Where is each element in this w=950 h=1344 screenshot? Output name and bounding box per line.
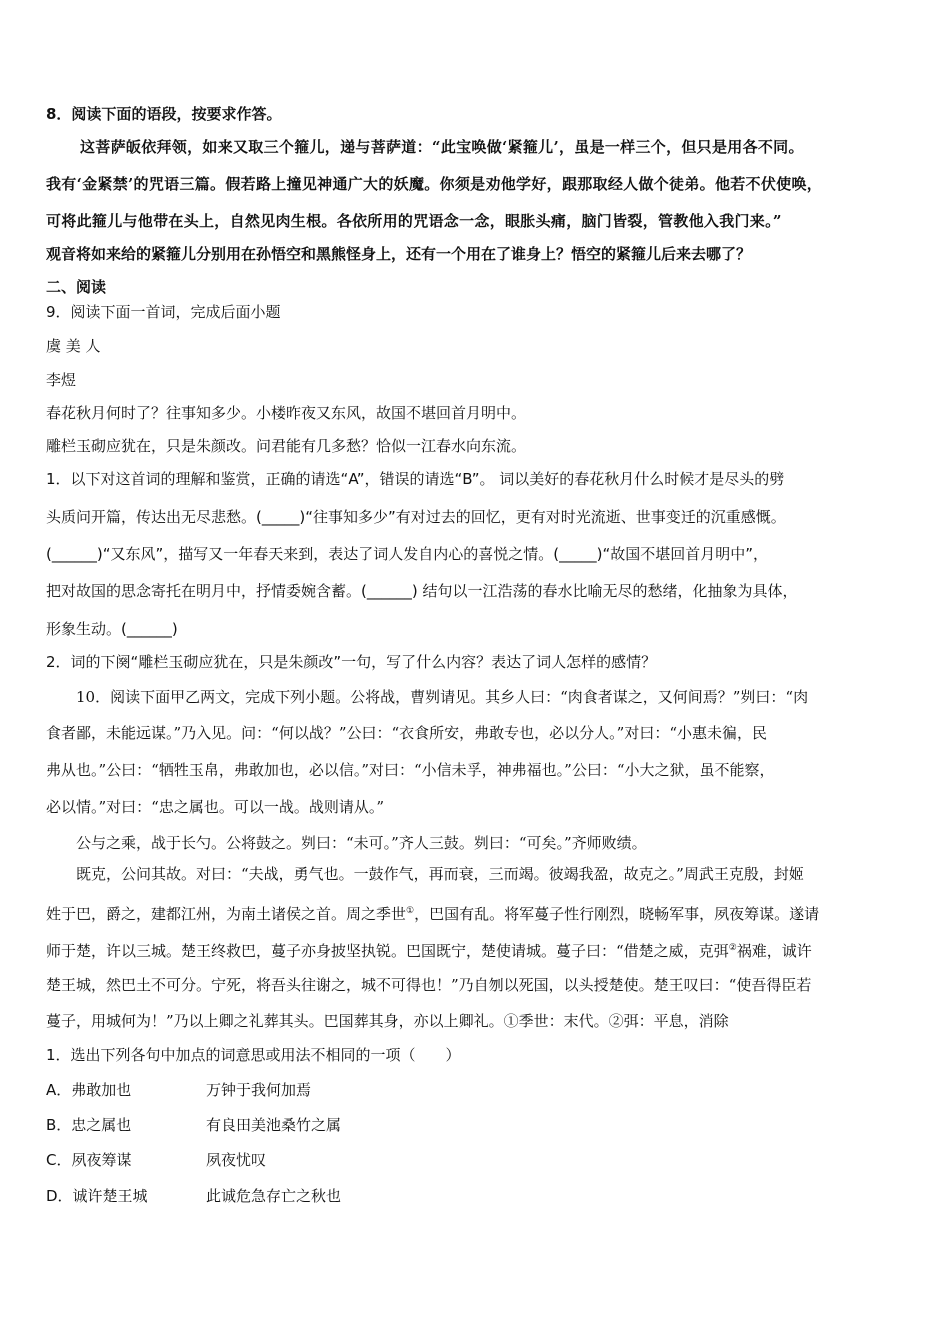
- poem-line-2: 雕栏玉砌应犹在，只是朱颜改。问君能有几多愁？恰似一江春水向东流。: [46, 437, 527, 455]
- option-b: B．忠之属也 有良田美池桑竹之属: [46, 1116, 342, 1134]
- option-c: C．夙夜筹谋 夙夜忧叹: [46, 1151, 267, 1169]
- poem-author: 李煜: [46, 371, 77, 389]
- q10-para2: 公与之乘，战于长勺。公将鼓之。刿曰：“未可。”齐人三鼓。刿曰：“可矣。”齐师败绩。: [76, 834, 647, 852]
- footnote-mark-1: ①: [406, 906, 415, 916]
- poem-line-1: 春花秋月何时了？往事知多少。小楼昨夜又东风，故国不堪回首月明中。: [46, 404, 527, 422]
- q10-para1-line-3: 弗从也。”公曰：“牺牲玉帛，弗敢加也，必以信。”对曰：“小信未孚，神弗福也。”公曰：“小大之狱，虽不能察，: [46, 761, 775, 779]
- q8-passage-line-3: 可将此箍儿与他带在头上，自然见肉生根。各依所用的咒语念一念，眼胀头痛，脑门皆裂，管教他入我门来。”: [46, 212, 782, 230]
- q8-passage-line-2: 我有‘金紧禁’的咒语三篇。假若路上撞见神通广大的妖魔。你须是劝他学好，跟那取经人做个徒弟。他若不伏使唤，: [46, 175, 823, 193]
- option-d: D．诚许楚王城 此诚危急存亡之秋也: [46, 1187, 342, 1205]
- q10-para3-line-4: 楚王城，然巴土不可分。宁死，将吾头往谢之，城不可得也！”乃自刎以死国，以头授楚使。楚王叹曰：“使吾得臣若: [46, 976, 812, 994]
- poem-title: 虞 美 人: [46, 337, 101, 355]
- q9-sub1-line-1: 1．以下对这首词的理解和鉴赏，正确的请选“A”，错误的请选“B”。 词以美好的春花秋月什么时候才是尽头的劈: [46, 470, 785, 488]
- q9-sub1-line-3: (______)“又东风”，描写又一年春天来到，表达了词人发自内心的喜悦之情。(_____)“故国不堪回首月明中”，: [46, 545, 768, 563]
- option-a: A．弗敢加也 万钟于我何加焉: [46, 1081, 312, 1099]
- q10-para1-line-2: 食者鄙，未能远谋。”乃入见。问：“何以战？”公曰：“衣食所安，弗敢专也，必以分人。”对曰：“小惠未徧，民: [46, 724, 768, 742]
- q8-passage-line-1: 这菩萨皈依拜领，如来又取三个箍儿，递与菩萨道：“此宝唤做‘紧箍儿’，虽是一样三个，但只是用各不同。: [80, 138, 804, 156]
- q10-para3-line-1: 既克，公问其故。对曰：“夫战，勇气也。一鼓作气，再而衰，三而竭。彼竭我盈，故克之。”周武王克殷，封姬: [76, 865, 804, 883]
- q10-para1-line-4: 必以情。”对曰：“忠之属也。可以一战。战则请从。”: [46, 798, 385, 816]
- q9-sub1-line-2: 头质问开篇，传达出无尽悲愁。(_____)“往事知多少”有对过去的回忆，更有对时光流逝、世事变迁的沉重感慨。: [46, 508, 786, 526]
- q8-question: 观音将如来给的紧箍儿分别用在孙悟空和黑熊怪身上，还有一个用在了谁身上？悟空的紧箍儿后来去哪了？: [46, 245, 752, 263]
- section-title: 二、阅读: [46, 278, 107, 296]
- q10-para3-line-3: 师于楚，许以三城。楚王终救巴，蔓子亦身披坚执锐。巴国既宁，楚使请城。蔓子曰：“借楚之威，克弭②祸难，诚许: [46, 942, 812, 960]
- footnote-mark-2: ②: [728, 943, 737, 953]
- q8-title: 8．阅读下面的语段，按要求作答。: [46, 105, 282, 123]
- q10-para1-line-1: 10．阅读下面甲乙两文，完成下列小题。公将战，曹刿请见。其乡人曰：“肉食者谋之，又何间焉？”刿曰：“肉: [76, 688, 809, 706]
- q9-sub1-line-4: 把对故国的思念寄托在明月中，抒情委婉含蓄。(______) 结句以一江浩荡的春水比喻无尽的愁绪，化抽象为具体，: [46, 582, 798, 600]
- q9-sub1-line-5: 形象生动。(______): [46, 620, 178, 638]
- q10-para3-line-2: 姓于巴，爵之，建都江州，为南土诸侯之首。周之季世①，巴国有乱。将军蔓子性行刚烈，晓畅军事，夙夜筹谋。遂请: [46, 905, 820, 923]
- q10-sub1: 1．选出下列各句中加点的词意思或用法不相同的一项（ ）: [46, 1046, 461, 1064]
- q9-title: 9．阅读下面一首词，完成后面小题: [46, 303, 281, 321]
- q10-para3-line-5: 蔓子，用城何为！”乃以上卿之礼葬其头。巴国葬其身，亦以上卿礼。①季世：末代。②弭：平息，消除: [46, 1012, 729, 1030]
- q9-sub2: 2．词的下阕“雕栏玉砌应犹在，只是朱颜改”一句，写了什么内容？表达了词人怎样的感情？: [46, 653, 657, 671]
